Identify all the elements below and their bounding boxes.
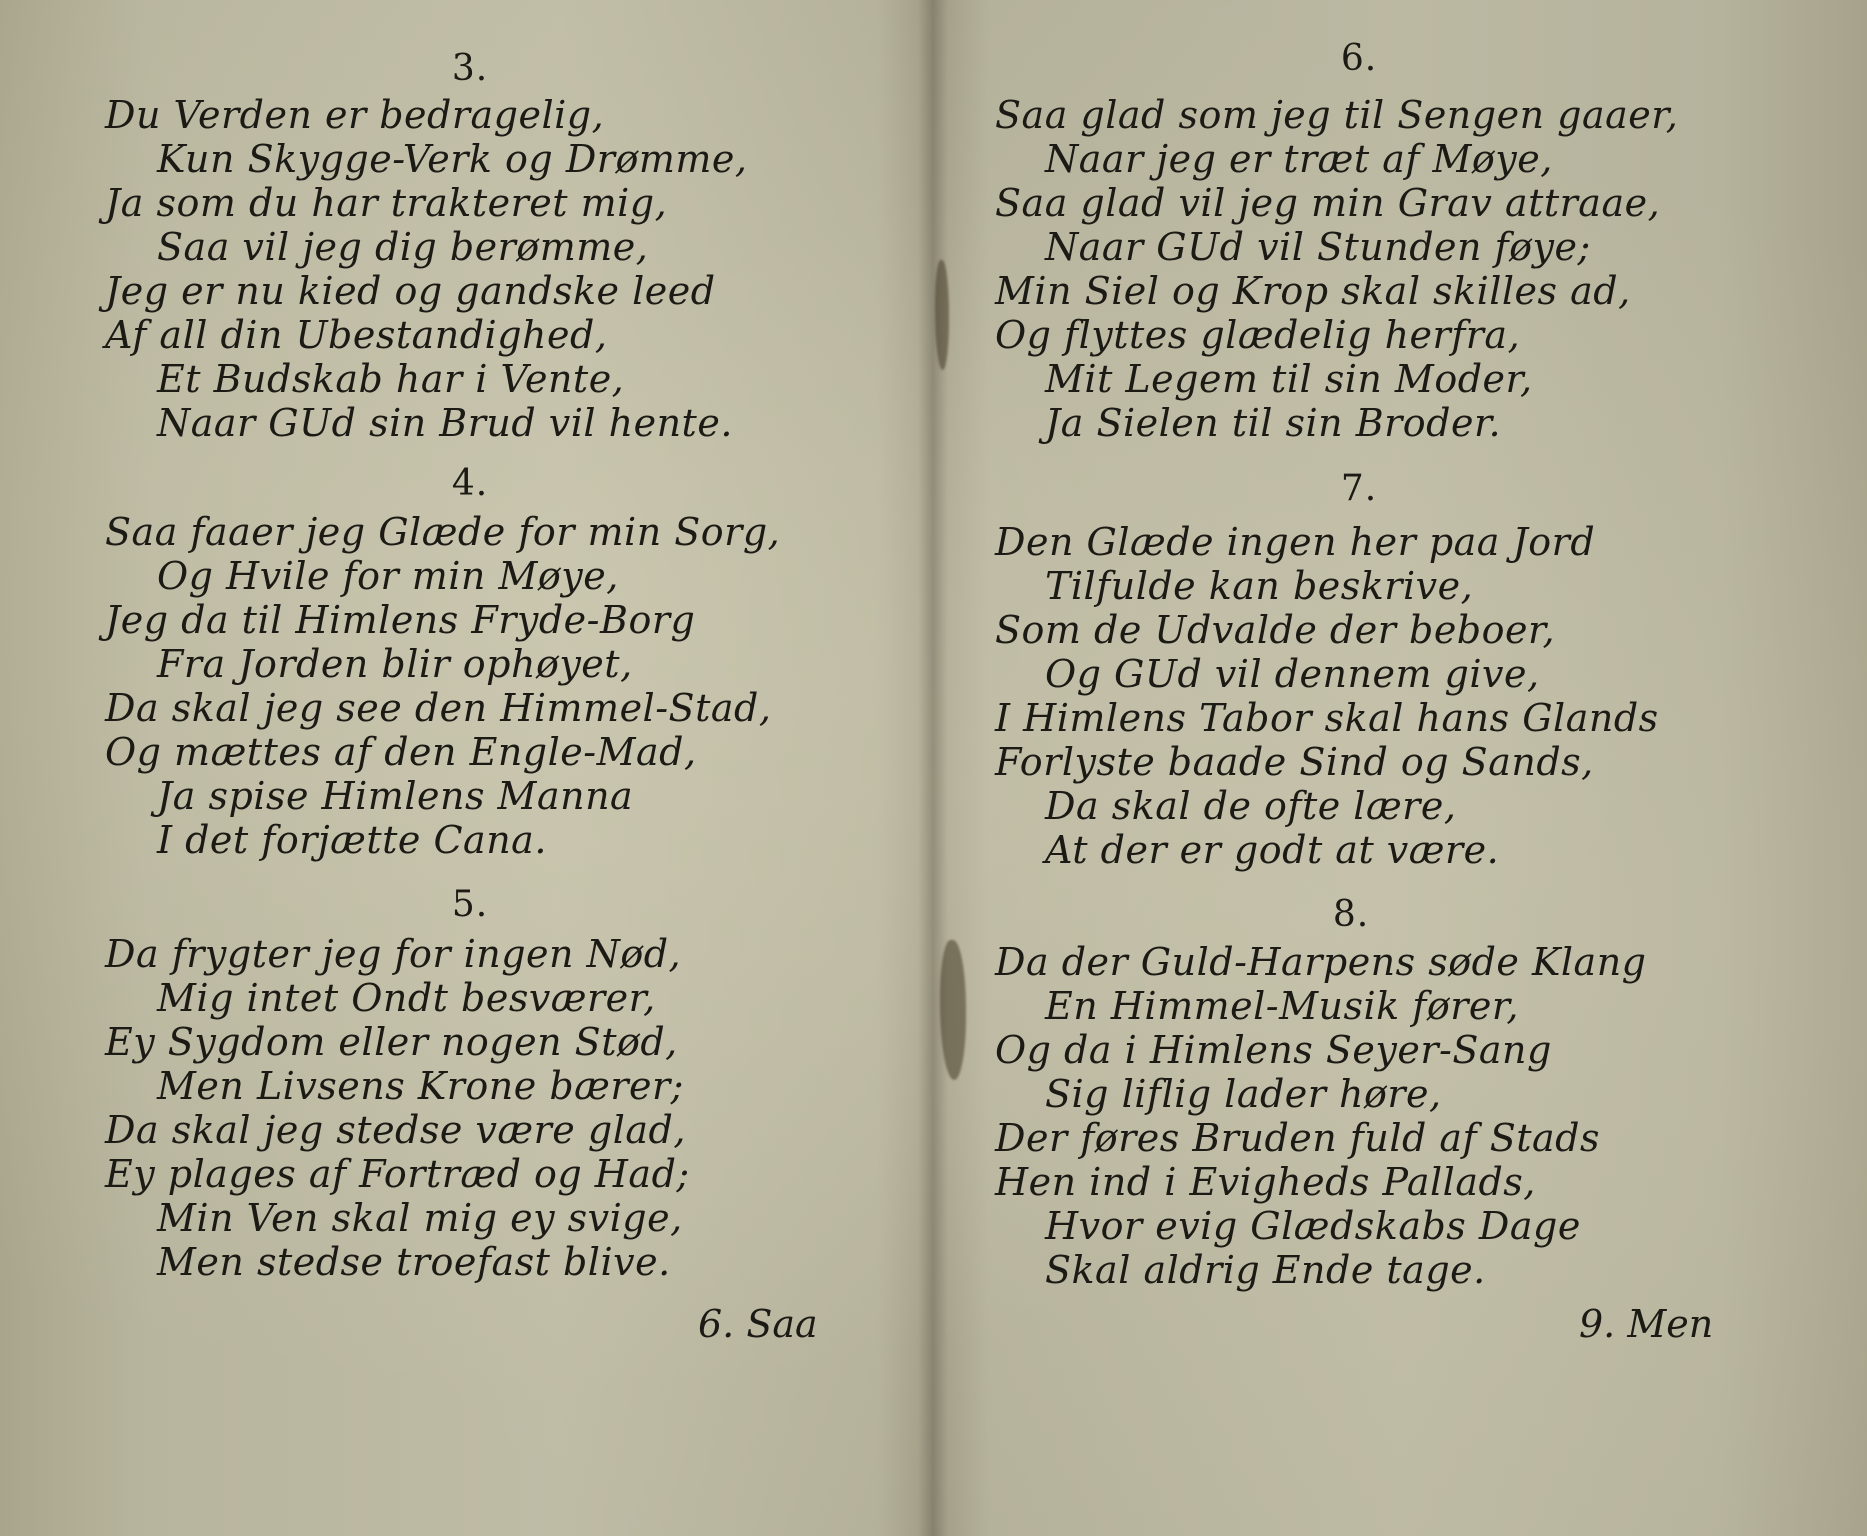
verse-line: Ja spise Himlens Manna bbox=[157, 774, 634, 818]
verse-line: Af all din Ubestandighed, bbox=[105, 313, 608, 357]
stanza-number: 4. bbox=[451, 463, 489, 504]
verse-line: Saa glad vil jeg min Grav attraae, bbox=[995, 181, 1661, 225]
verse-line: Saa faaer jeg Glæde for min Sorg, bbox=[105, 510, 781, 554]
verse-line: Naar jeg er træt af Møye, bbox=[1045, 137, 1553, 181]
verse-line: Jeg er nu kied og gandske leed bbox=[105, 269, 716, 313]
verse-line: Og Hvile for min Møye, bbox=[157, 554, 619, 598]
verse-line: Da skal de ofte lære, bbox=[1045, 784, 1457, 828]
verse-line: Ja Sielen til sin Broder. bbox=[1045, 401, 1502, 445]
verse-line: Saa glad som jeg til Sengen gaaer, bbox=[995, 93, 1679, 137]
left-page bbox=[0, 0, 933, 1536]
verse-line: Og GUd vil dennem give, bbox=[1045, 652, 1540, 696]
verse-line: Min Siel og Krop skal skilles ad, bbox=[995, 269, 1631, 313]
verse-line: En Himmel-Musik fører, bbox=[1045, 984, 1519, 1028]
verse-line: Ja som du har trakteret mig, bbox=[105, 181, 668, 225]
verse-line: Naar GUd sin Brud vil hente. bbox=[157, 401, 733, 445]
verse-line: Den Glæde ingen her paa Jord bbox=[995, 520, 1596, 564]
verse-line: Men Livsens Krone bærer; bbox=[157, 1064, 684, 1108]
stanza-number: 8. bbox=[1332, 894, 1370, 935]
verse-line: Mit Legem til sin Moder, bbox=[1045, 357, 1533, 401]
stanza-number: 7. bbox=[1340, 468, 1378, 509]
verse-line: Da frygter jeg for ingen Nød, bbox=[105, 932, 682, 976]
verse-line: Hen ind i Evigheds Pallads, bbox=[995, 1160, 1536, 1204]
verse-line: Et Budskab har i Vente, bbox=[157, 357, 625, 401]
verse-line: Og flyttes glædelig herfra, bbox=[995, 313, 1521, 357]
verse-line: Du Verden er bedragelig, bbox=[105, 93, 605, 137]
verse-line: Skal aldrig Ende tage. bbox=[1045, 1248, 1486, 1292]
verse-line: I det forjætte Cana. bbox=[157, 818, 547, 862]
verse-line: Og da i Himlens Seyer-Sang bbox=[995, 1028, 1552, 1072]
verse-line: Der føres Bruden fuld af Stads bbox=[995, 1116, 1600, 1160]
verse-line: Hvor evig Glædskabs Dage bbox=[1045, 1204, 1581, 1248]
right-page bbox=[933, 0, 1867, 1536]
verse-line: Og mættes af den Engle-Mad, bbox=[105, 730, 697, 774]
catchword: 9. Men bbox=[1579, 1302, 1714, 1346]
verse-line: Forlyste baade Sind og Sands, bbox=[995, 740, 1594, 784]
verse-line: Fra Jorden blir ophøyet, bbox=[157, 642, 633, 686]
verse-line: I Himlens Tabor skal hans Glands bbox=[995, 696, 1659, 740]
verse-line: Men stedse troefast blive. bbox=[157, 1240, 671, 1284]
stanza-number: 6. bbox=[1340, 38, 1378, 79]
verse-line: Tilfulde kan beskrive, bbox=[1045, 564, 1474, 608]
verse-line: Min Ven skal mig ey svige, bbox=[157, 1196, 683, 1240]
verse-line: Da skal jeg stedse være glad, bbox=[105, 1108, 686, 1152]
verse-line: Naar GUd vil Stunden føye; bbox=[1045, 225, 1591, 269]
verse-line: Jeg da til Himlens Fryde-Borg bbox=[105, 598, 696, 642]
verse-line: Som de Udvalde der beboer, bbox=[995, 608, 1556, 652]
verse-line: Da der Guld-Harpens søde Klang bbox=[995, 940, 1647, 984]
verse-line: Kun Skygge-Verk og Drømme, bbox=[157, 137, 748, 181]
verse-line: At der er godt at være. bbox=[1045, 828, 1500, 872]
catchword: 6. Saa bbox=[698, 1302, 818, 1346]
stanza-number: 3. bbox=[451, 48, 489, 89]
verse-line: Da skal jeg see den Himmel-Stad, bbox=[105, 686, 772, 730]
verse-line: Mig intet Ondt besværer, bbox=[157, 976, 656, 1020]
stanza-number: 5. bbox=[451, 884, 489, 925]
verse-line: Ey plages af Fortræd og Had; bbox=[105, 1152, 690, 1196]
verse-line: Sig liflig lader høre, bbox=[1045, 1072, 1442, 1116]
verse-line: Ey Sygdom eller nogen Stød, bbox=[105, 1020, 678, 1064]
verse-line: Saa vil jeg dig berømme, bbox=[157, 225, 649, 269]
